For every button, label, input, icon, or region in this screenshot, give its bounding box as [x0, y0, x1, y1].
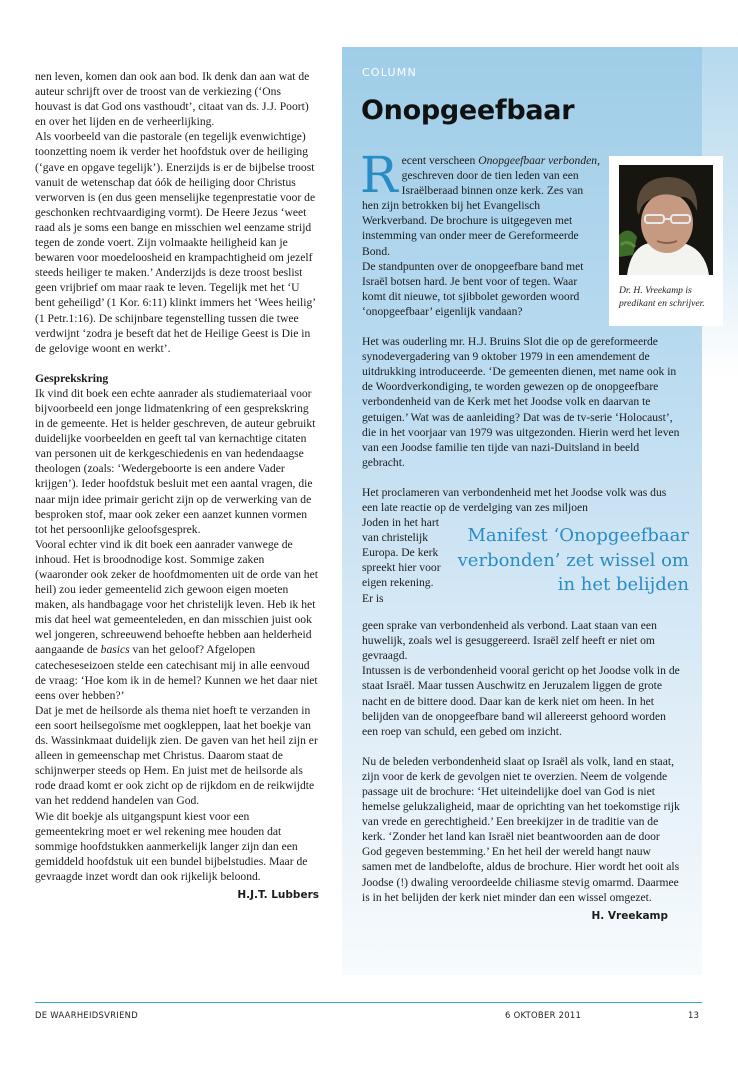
- pull-quote: Manifest ‘Onopgeefbaar verbonden’ zet wissel om in het belijden: [457, 525, 689, 596]
- italic-term: basics: [100, 643, 130, 657]
- intro-block: [360, 146, 602, 319]
- page-number: 13: [688, 1010, 700, 1020]
- review-paragraph: Wie dit boekje als uitgangspunt kiest voor een gemeentekring moet er wel rekening mee houden dat sommige hoofdstukken aanmerkelijk langer zijn dan een gemiddeld hoofdstuk uit een bundel bijbelstudies. Maar de gevraagde inzet wordt dan ook rijkelijk beloond.: [35, 809, 308, 883]
- review-paragraph: [35, 537, 319, 703]
- column-signature: H. Vreekamp: [591, 909, 668, 922]
- review-paragraph: Ik vind dit boek een echte aanrader als studiemateriaal voor bijvoorbeeld een jonge lidmatenkring of een gesprekskring in de gemeente. Het is helder geschreven, de auteur gebruikt duidelijke voorbeelden en geeft tal van kernachtige citaten van personen uit de kerkgeschiedenis en van hedendaagse theologen (zoals: ‘Wedergeboorte is een andere Vader krijgen’). Ieder hoofdstuk besluit met een aantal vragen, die naar mijn idee primair gericht zijn op de verwerking van de besproken stof, maar ook zeker een aanzet kunnen vormen tot het persoonlijke geloofsgesprek.: [35, 386, 316, 536]
- review-paragraph: Dat je met de heilsorde als thema niet hoeft te verzanden in een soort heilsegoïsme met oogkleppen, laat het boekje van ds. Wassinkmaat duidelijk zien. De gaven van het heil zijn er alleen in gemeenschap met Christus. Daarom staat de schijnwerper steeds op Hem. En juist met de heilsorde als rode draad komt er ook zicht op de rijkdom en de reikwijdte van het reddend handelen van God.: [35, 703, 318, 808]
- review-paragraph: nen leven, komen dan ook aan bod. Ik denk dan aan wat de auteur schrijft over de troost van de verkiezing (‘Ons houvast is dat God ons vasthoudt’, citaat van ds. J.J. Poort) en over het lijden en de verheerlijking.: [35, 70, 310, 129]
- author-signature: H.J.T. Lubbers: [237, 888, 319, 901]
- column-paragraph: Het proclameren van verbondenheid met het Joodse volk was dus een late reactie op de verdelging van zes miljoen: [362, 485, 667, 514]
- photo-caption: Dr. H. Vreekamp is predikant en schrijver.: [619, 285, 705, 309]
- wrapped-text: Joden in het hart van christelijk Europa. De kerk spreekt hier voor eigen rekening. Er is: [362, 516, 441, 605]
- column-kicker: COLUMN: [362, 66, 417, 79]
- drop-cap: R: [360, 146, 398, 204]
- column-box: [342, 47, 705, 975]
- section-subhead: Gesprekskring: [35, 371, 109, 385]
- intro-paragraph: [360, 146, 602, 259]
- footer-rule: [35, 1002, 702, 1003]
- column-title: Onopgeefbaar: [361, 95, 575, 126]
- pull-quote-area: [362, 515, 689, 618]
- column-paragraph: Intussen is de verbondenheid vooral gericht op het Joodse volk in de staat Israël. Maar tussen Auschwitz en Jeruzalem liggen de grote nacht en de bittere dood. Daar kan de kerk niet om heen. In het belijden van de onopgeefbare band wil allereerst gehoord worden een roep van schuld, een gebed om inzicht.: [362, 664, 680, 738]
- paragraph-text: Vooral echter vind ik dit boek een aanrader vanwege de inhoud. Het is broodnodige kost. Sommige zaken (waaronder ook zeker de hoofdmomenten uit de orde van het heil) zou ieder gemeentelid zich gewoon eigen moeten maken, als handbagage voor het christelijk leven. Heb ik het mis dat heel wat gemeenteleden, en dan misschien juist ook wel jongeren, schreeuwend behoefte hebben aan helderheid aangaande de: [35, 537, 318, 657]
- column-paragraph: geen sprake van verbondenheid als verbond. Laat staan van een huwelijk, zoals wel is gesuggereerd. Israël zelf heeft er niet om gevraagd.: [362, 619, 657, 663]
- review-paragraph: Als voorbeeld van die pastorale (en tegelijk evenwichtige) toonzetting noem ik verder het hoofdstuk over de heiliging (‘gave en opgave tegelijk’). Enerzijds is er de bijbelse troost vanuit de wetenschap dat óók de heiliging door Christus verworven is (en dus geen menselijke tegenprestatie voor de geschonken rechtvaardiging vormt). De Heere Jezus ‘weet raad als je soms een bange en misschien wel eenzame strijd tegen de zonde voert. Zijn volmaakte heiligheid kan je bewaren voor moedeloosheid en krampachtigheid om jezelf steeds heiliger te maken.’ Anderzijds is deze troost beslist geen vrijbrief om maar raak te leven. Tegelijk met het ‘U bent geheiligd’ (1 Kor. 6:11) klinkt immers het ‘Wees heilig’ (1 Petr.1:16). De schijnbare tegenstelling tussen die twee verdwijnt ‘zodra je beseft dat het de Heilige Geest is Die in de gelovige woont en werkt’.: [35, 130, 316, 355]
- paragraph-text: van het geloof? Afgelopen catecheseseizoen stelde een catechisant mij in alle eenvoud de vraag: ‘Hoe kom ik in de hemel? Kunnen we het daar niet eens over hebben?’: [35, 643, 318, 702]
- brochure-title: Onopgeefbaar verbonden: [478, 154, 598, 167]
- paragraph-text: ecent verscheen: [401, 154, 479, 167]
- column-body: [360, 146, 689, 924]
- column-paragraph: Het was ouderling mr. H.J. Bruins Slot die op de gereformeerde synodevergadering van 9 oktober 1979 in een amendement de uitdrukking introduceerde. ‘De gemeenten dienen, met name ook in de Woordverkondiging, te worden gewezen op de onopgeefbare verbondenheid van de Kerk met het Joodse volk en daarvan te getuigen.’ Wat was de aanleiding? Dat was de tv-serie ‘Holocaust’, die in het voorjaar van 1979 was uitgezonden. Hierin werd het leven van een Joodse familie ten tijde van nazi-Duitsland in beeld gebracht.: [362, 335, 680, 469]
- paragraph-text: , geschreven door de tien leden van een Israëlberaad binnen onze kerk. Zes van hen zijn betrokken bij het Evangelisch Werkverband. De brochure is uitgegeven met instemming van onder meer de Gereformeerde Bond.: [362, 154, 600, 258]
- column-paragraph: Nu de beleden verbondenheid slaat op Israël als volk, land en staat, zijn voor de kerk de gevolgen niet te overzien. Neem de volgende passage uit de brochure: ‘Het uiteindelijke doel van God is niet hemelse gelukzaligheid, maar de oprichting van het toekomstige rijk van vrede en gerechtigheid.’ Een breekijzer in de traditie van de kerk. ‘Zonder het land kan Israël niet beantwoorden aan de door God gegeven bestemming.’ En het heil der wereld hangt nauw samen met de landbelofte, aldus de brochure. Hier wordt het ooit als Joodse (!) dwaling veroordeelde chiliasme stevig omarmd. Daarmee is in het belijden der kerk niet minder dan een wissel omgezet.: [362, 754, 680, 904]
- review-column: [35, 69, 319, 903]
- issue-date: 6 OKTOBER 2011: [505, 1010, 582, 1020]
- column-paragraph: De standpunten over de onopgeefbare band met Israël botsen hard. Je bent voor of tegen. Waar komt dit nieuwe, tot sjibbolet geworden woord ‘onopgeefbaar’ eigenlijk vandaan?: [362, 259, 584, 318]
- publication-name: DE WAARHEIDSVRIEND: [35, 1010, 138, 1020]
